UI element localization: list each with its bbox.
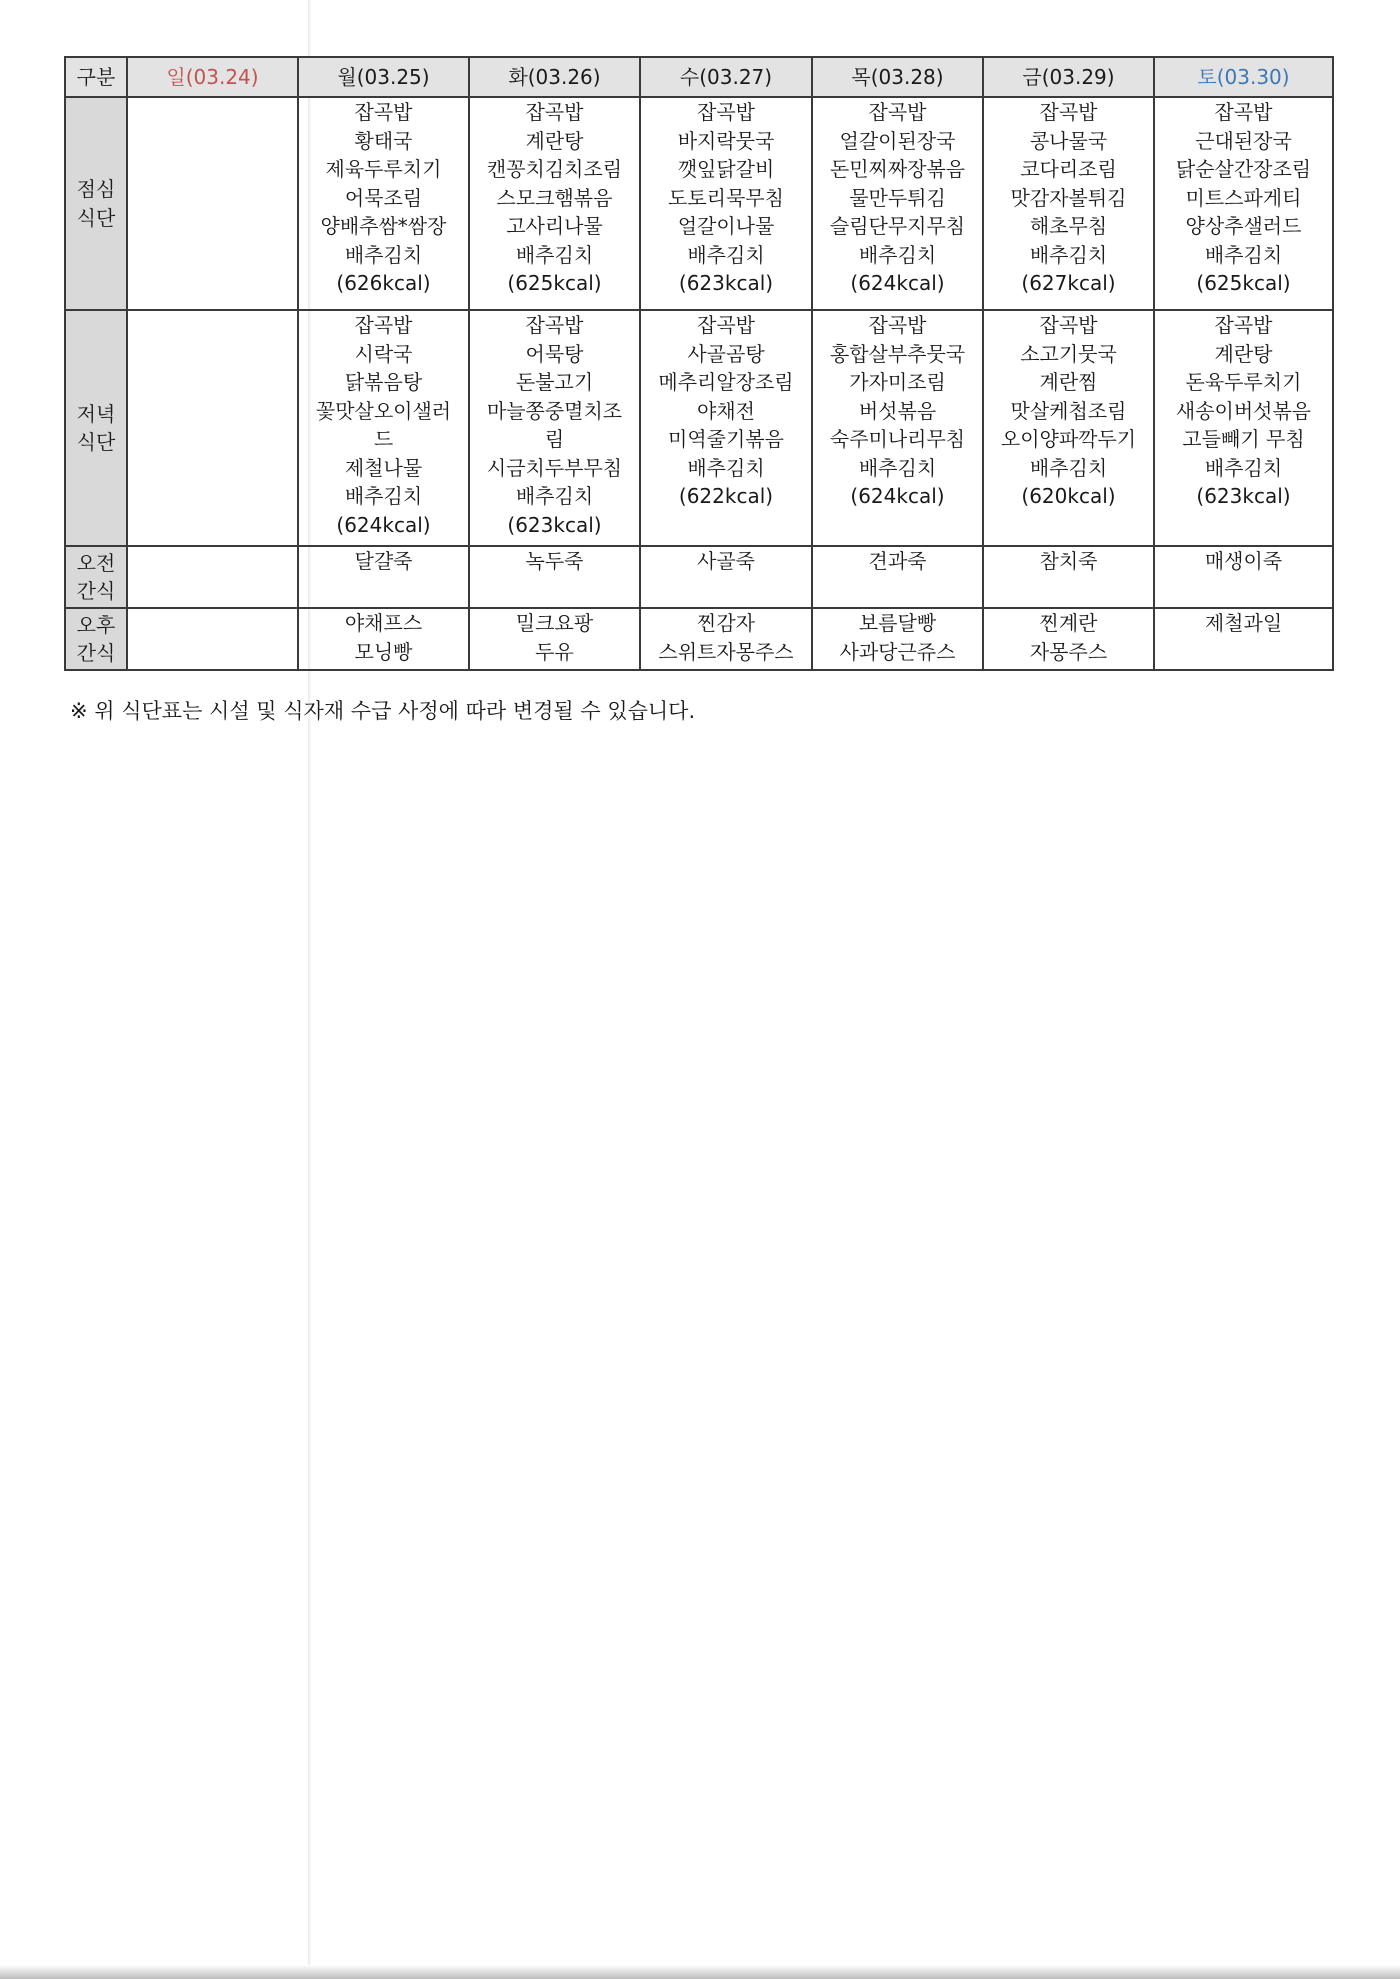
row-label-line: 간식	[76, 579, 116, 603]
menu-item: 배추김치	[1029, 242, 1108, 267]
row-label-line: 오전	[76, 550, 116, 575]
menu-item: 야채프스	[344, 611, 423, 635]
meal-cell-pm-sat	[1154, 608, 1333, 670]
header-day-wed: 수(03.27)	[640, 57, 812, 97]
menu-item: 홍합살부추뭇국	[829, 341, 966, 366]
menu-item: 물만두튀김	[849, 185, 946, 210]
menu-item: 찐감자	[697, 611, 755, 635]
meal-cell-lunch-fri	[983, 97, 1154, 310]
meal-cell-dinner-mon	[298, 310, 469, 546]
menu-item: (626kcal)	[336, 271, 431, 295]
menu-item: 오이양파깍두기	[1000, 427, 1137, 451]
menu-item: 배추김치	[1029, 455, 1108, 480]
menu-item: 새송이버섯볶음	[1175, 398, 1312, 423]
menu-item: 황태국	[354, 128, 413, 153]
menu-item: 미트스파게티	[1185, 185, 1302, 210]
menu-item: 스모크햄볶음	[496, 185, 613, 210]
row-label-line: 간식	[76, 641, 116, 665]
menu-item: 돈민찌짜장볶음	[829, 157, 966, 181]
meal-cell-am-sat	[1154, 546, 1333, 608]
menu-item: 소고기뭇국	[1020, 341, 1117, 366]
menu-item: 맛살케첩조림	[1010, 398, 1127, 423]
menu-item: 도토리묵무침	[668, 185, 784, 210]
header-row	[65, 57, 1333, 97]
menu-item: 배추김치	[687, 242, 765, 267]
row-label-line: 식단	[76, 205, 116, 230]
menu-item: 사골죽	[697, 549, 755, 573]
header-day-sat: 토(03.30)	[1154, 57, 1333, 97]
header-day-tue: 화(03.26)	[469, 57, 640, 97]
menu-item: 해초무침	[1029, 214, 1108, 238]
meal-row-dinner	[65, 310, 1333, 546]
meal-cell-pm-fri	[983, 608, 1154, 670]
menu-item: 계란탕	[1214, 341, 1273, 366]
header-day-sun: 일(03.24)	[127, 57, 298, 97]
menu-item: 견과죽	[868, 549, 927, 573]
meal-row-pm	[65, 608, 1333, 670]
menu-item: (624kcal)	[850, 271, 945, 295]
menu-item: 어묵탕	[525, 341, 584, 366]
menu-item: (623kcal)	[678, 271, 774, 295]
menu-item: 깻잎닭갈비	[677, 157, 775, 181]
menu-item: 배추김치	[1204, 455, 1283, 480]
menu-item: 얼갈이나물	[677, 214, 775, 238]
meal-cell-am-mon	[298, 546, 469, 608]
menu-item: 드	[373, 427, 394, 451]
menu-item: 어묵조림	[344, 185, 423, 210]
meal-cell-pm-wed	[640, 608, 812, 670]
menu-item: 가자미조림	[849, 370, 946, 394]
menu-item: 잡곡밥	[354, 313, 413, 337]
meal-cell-am-thu	[812, 546, 983, 608]
menu-item: 얼갈이된장국	[839, 128, 956, 153]
menu-item: 잡곡밥	[525, 313, 584, 337]
menu-item: 제철나물	[344, 455, 423, 480]
menu-item: 꽃맛살오이샐러	[315, 398, 452, 423]
meal-row-lunch	[65, 97, 1333, 310]
row-label-line: 오후	[76, 612, 116, 637]
menu-item: 모닝빵	[354, 639, 413, 664]
menu-item: (623kcal)	[507, 512, 602, 537]
footnote: ※ 위 식단표는 시설 및 식자재 수급 사정에 따라 변경될 수 있습니다.	[70, 699, 696, 723]
menu-item: 밀크요팡	[515, 611, 594, 635]
menu-item: 배추김치	[687, 455, 765, 480]
menu-item: 잡곡밥	[1214, 313, 1273, 337]
menu-item: 잡곡밥	[697, 313, 755, 337]
menu-item: 배추김치	[858, 455, 937, 480]
meal-cell-am-sun	[127, 546, 298, 608]
menu-item: 참치죽	[1039, 549, 1098, 573]
menu-item: 잡곡밥	[868, 313, 927, 337]
menu-item: 고들빼기 무침	[1182, 427, 1305, 451]
menu-item: (622kcal)	[678, 484, 774, 508]
header-category: 구분	[65, 57, 127, 97]
menu-item: (627kcal)	[1021, 271, 1116, 295]
meal-cell-dinner-wed	[640, 310, 812, 546]
meal-cell-lunch-mon	[298, 97, 469, 310]
meal-cell-lunch-sat	[1154, 97, 1333, 310]
menu-item: 잡곡밥	[525, 100, 584, 124]
menu-item: 사과당근쥬스	[839, 639, 956, 664]
menu-item: 양상추샐러드	[1185, 214, 1302, 238]
menu-item: 잡곡밥	[1039, 313, 1098, 337]
menu-item: 시락국	[354, 341, 413, 366]
meal-cell-lunch-tue	[469, 97, 640, 310]
scan-edge-shadow	[0, 1965, 1400, 1979]
row-label-lunch	[65, 97, 127, 310]
row-label-line: 저녁	[76, 401, 116, 426]
menu-item: (625kcal)	[1196, 271, 1291, 295]
menu-item: 배추김치	[858, 242, 937, 267]
menu-item: 자몽주스	[1029, 639, 1108, 664]
menu-item: 양배추쌈*쌈장	[320, 214, 447, 238]
menu-item: 미역줄기볶음	[668, 427, 784, 451]
menu-item: 마늘쫑중멸치조	[486, 398, 623, 423]
menu-item: 슬림단무지무침	[829, 214, 966, 238]
menu-item: 두유	[535, 639, 574, 664]
menu-item: 버섯볶음	[858, 398, 937, 423]
meal-cell-am-tue	[469, 546, 640, 608]
menu-item: 잡곡밥	[868, 100, 927, 124]
menu-item: 제철과일	[1204, 611, 1283, 635]
weekly-meal-table	[64, 56, 1334, 671]
menu-item: (624kcal)	[336, 512, 431, 537]
header-day-thu: 목(03.28)	[812, 57, 983, 97]
menu-item: 계란탕	[525, 128, 584, 153]
menu-item: 돈불고기	[515, 370, 594, 394]
meal-cell-dinner-tue	[469, 310, 640, 546]
menu-item: 배추김치	[344, 242, 423, 267]
menu-item: 잡곡밥	[697, 100, 755, 124]
menu-item: 닭볶음탕	[344, 370, 423, 394]
meal-cell-pm-mon	[298, 608, 469, 670]
menu-item: 숙주미나리무침	[829, 427, 966, 451]
menu-item: 배추김치	[515, 242, 594, 267]
header-day-fri: 금(03.29)	[983, 57, 1154, 97]
menu-item: 콩나물국	[1029, 128, 1108, 153]
menu-item: 사골곰탕	[687, 341, 765, 366]
header-day-mon: 월(03.25)	[298, 57, 469, 97]
meal-cell-dinner-fri	[983, 310, 1154, 546]
menu-item: 근대된장국	[1195, 128, 1292, 153]
menu-item: (625kcal)	[507, 271, 602, 295]
menu-item: 달걀죽	[354, 549, 413, 573]
menu-item: 시금치두부무침	[486, 455, 623, 480]
meal-cell-dinner-sun	[127, 310, 298, 546]
row-label-dinner	[65, 310, 127, 546]
menu-item: (624kcal)	[850, 484, 945, 508]
menu-item: 메추리알장조림	[658, 370, 794, 394]
menu-item: (623kcal)	[1196, 484, 1291, 508]
meal-row-am	[65, 546, 1333, 608]
menu-item: 매생이죽	[1204, 549, 1283, 573]
meal-cell-pm-thu	[812, 608, 983, 670]
menu-item: 코다리조림	[1020, 157, 1117, 181]
menu-item: 림	[544, 427, 565, 451]
row-label-am	[65, 546, 127, 608]
row-label-line: 식단	[76, 430, 116, 454]
menu-item: 돈육두루치기	[1185, 370, 1302, 394]
menu-item: 배추김치	[344, 484, 423, 508]
menu-item: 찐계란	[1039, 611, 1098, 635]
menu-item: 보름달빵	[858, 611, 937, 635]
meal-cell-pm-tue	[469, 608, 640, 670]
row-label-pm	[65, 608, 127, 670]
menu-item: 배추김치	[1204, 242, 1283, 267]
menu-item: 잡곡밥	[1214, 100, 1273, 124]
menu-item: (620kcal)	[1021, 484, 1116, 508]
row-label-line: 점심	[76, 177, 116, 201]
menu-item: 제육두루치기	[325, 157, 442, 181]
menu-item: 녹두죽	[525, 549, 584, 573]
menu-item: 야채전	[697, 398, 755, 423]
menu-item: 맛감자볼튀김	[1010, 185, 1127, 210]
menu-item: 바지락뭇국	[677, 128, 775, 153]
meal-cell-dinner-sat	[1154, 310, 1333, 546]
menu-item: 잡곡밥	[354, 100, 413, 124]
meal-cell-am-fri	[983, 546, 1154, 608]
menu-item: 캔꽁치김치조림	[486, 157, 623, 181]
meal-cell-am-wed	[640, 546, 812, 608]
menu-item: 고사리나물	[506, 214, 603, 238]
menu-item: 배추김치	[515, 484, 594, 508]
menu-item: 잡곡밥	[1039, 100, 1098, 124]
meal-cell-lunch-sun	[127, 97, 298, 310]
menu-item: 계란찜	[1039, 370, 1098, 394]
meal-cell-lunch-wed	[640, 97, 812, 310]
meal-cell-pm-sun	[127, 608, 298, 670]
meal-cell-dinner-thu	[812, 310, 983, 546]
menu-item: 스위트자몽주스	[658, 639, 794, 664]
meal-cell-lunch-thu	[812, 97, 983, 310]
menu-item: 닭순살간장조림	[1175, 157, 1312, 181]
